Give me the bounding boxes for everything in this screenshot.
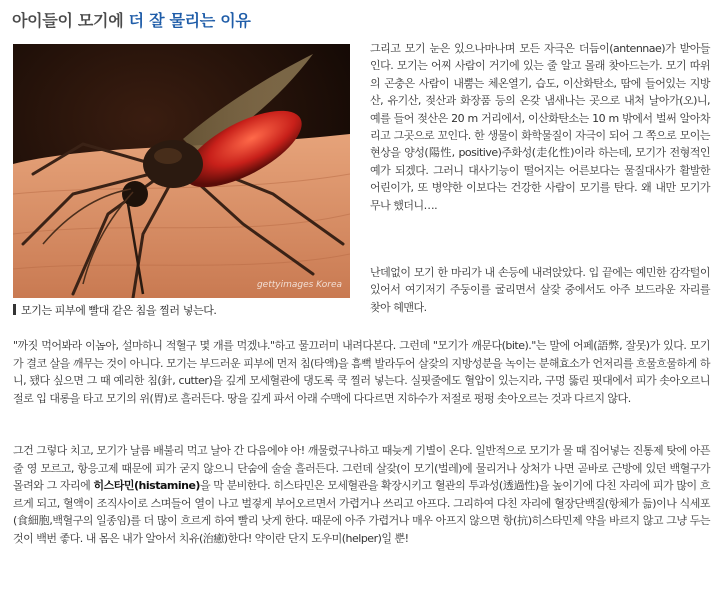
article-title-part1: 아이들이 모기에: [12, 11, 129, 30]
body-paragraph-2: [13, 442, 710, 548]
body-paragraph-2-text-b: 을 막 분비한다. 히스타민은 모세혈관을 확장시키고 혈관의 투과성(透過性)을 높이기에 다친 자리에 피가 많이 흐르게 되고, 혈액이 조직사이로 스며들어 열이 나고 벌겋게 부어오르면서 가렵거나 쓰리고 아프다. 그리하여 다친 자리에 혈장단백질(항체가 듦)이나 식세포(食細胞,백혈구의 일종임)를 더 많이 흐르게 하여 빨리 낫게 한다. 때문에 아주 가렵거나 매우 아프지 않으면 항(抗)히스타민제 약을 바르지 않고 그냥 두는 것이 백번 좋다. 내 몸은 내가 알아서 치유(治癒)한다! 약이란 단지 도우미(helper)일 뿐!: [13, 479, 710, 545]
side-paragraph-1: 그리고 모기 눈은 있으나마나며 모든 자극은 더듬이(antennae)가 받아들인다. 모기는 어찌 사람이 거기에 있는 줄 알고 몰래 찾아드는가. 모기 따위의 곤충은 사람이 내뿜는 체온열기, 습도, 이산화탄소, 땀에 들어있는 지방산, 유기산, 젖산과 화장품 등의 온갖 냄새나는 곳으로 내처 날아가(오)니, 예를 들어 젖산은 20 m 거리에서, 이산화탄소는 10 m 밖에서 벌써 알아차리고 그곳으로 꼬인다. 한 생물이 화학물질이 자극이 되어 그 쪽으로 모이는 현상을 양성(陽性, positive)주화성(走化性)이라 하는데, 모기가 전형적인 예가 되겠다. 그러니 대사기능이 떨어지는 어른보다는 물질대사가 활발한 어린이가, 또 병약한 이보다는 건강한 사람이 모기를 탄다. 왜 내만 모기가 무나 했더니….: [370, 42, 710, 212]
body-paragraph-1-text: "까짓 먹어봐라 이놈아, 설마하니 적혈구 몇 개를 먹겠냐."하고 물끄러미 내려다본다. 그런데 "모기가 깨문다(bite)."는 말에 어페(語弊, 잘못)가 있다. 모기가 결코 살을 깨무는 것이 아니다. 모기는 부드러운 피부에 먼저 침(타액)을 흠뻑 발라두어 살갗의 지방성분을 녹이는 분해효소가 언저리를 흐물흐물하게 하니, 됐다 싶으면 그 때 예리한 침(針, cutter)을 깊게 모세혈관에 댕도록 쿡 찔러 넣는다. 실핏줄에도 혈압이 있는지라, 구멍 뚫린 핏대에서 피가 솟아오르니 절로 입 대롱을 타고 모기의 위(胃)로 흘러든다. 땅을 깊게 파서 아래 수맥에 다다르면 지하수가 저절로 펑펑 솟아오르는 것과 다르지 않다.: [13, 339, 710, 405]
image-caption-text: 모기는 피부에 빨대 같은 침을 찔러 넣는다.: [21, 304, 217, 317]
article-title: [12, 8, 251, 31]
caption-bar: [13, 304, 16, 315]
side-paragraph-2: 난데없이 모기 한 마리가 내 손등에 내려앉았다. 입 끝에는 예민한 감각털이 있어서 여기저기 주둥이를 굴리면서 살갗 중에서도 아주 보드라운 자리를 찾아 헤맨다.: [370, 266, 710, 314]
mosquito-photo: [13, 44, 350, 298]
article-title-part2: 더 잘 물리는 이유: [128, 11, 251, 30]
mosquito-illustration: [13, 44, 350, 298]
histamine-highlight: 히스타민(histamine): [93, 479, 200, 493]
body-paragraph-1: [13, 337, 710, 407]
body-paragraph-2-text-a: 그건 그렇다 치고, 모기가 날름 배불리 먹고 날아 간 다음에야 아! 깨물렸구나하고 때늦게 기별이 온다. 일반적으로 모기가 물 때 집어넣는 진통제 탓에 아픈 줄 영 모르고, 항응고제 때문에 피가 굳지 않으니 단숨에 술술 흘러든다. 그런데 살갗(이 모기(벌레)에 물리거나 상처가 나면 곧바로 근방에 있던 백혈구가 몰려와 그 자리에: [13, 444, 710, 493]
image-caption: [13, 302, 350, 318]
image-watermark: gettyimages Korea: [256, 280, 342, 290]
